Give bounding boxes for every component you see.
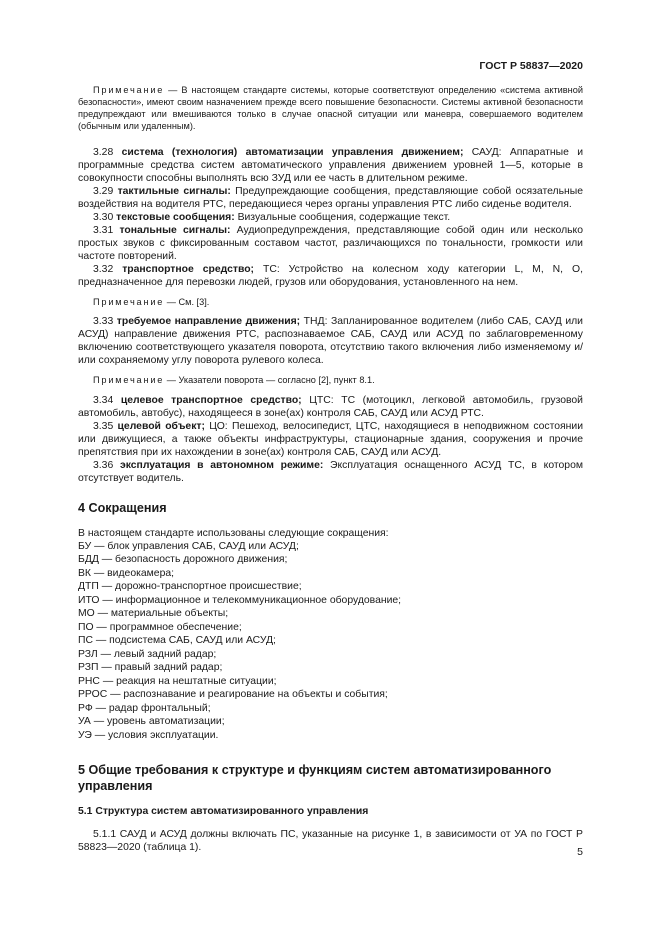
abbreviation-item: ПО — программное обеспечение; [78, 621, 242, 633]
definition-number: 3.30 [93, 212, 114, 224]
definition-3-32 [78, 263, 583, 289]
definition-term: требуемое направление движения; [116, 316, 301, 328]
definition-number: 3.29 [93, 186, 114, 198]
definition-3-34 [78, 394, 583, 420]
paragraph-5-1-1: 5.1.1 САУД и АСУД должны включать ПС, указанные на рисунке 1, в зависимости от УА по ГОСТ Р 58823—2020 (таблица 1). [78, 829, 583, 854]
definition-term: тональные сигналы: [119, 225, 231, 237]
definition-body: ЦТС: ТС (мотоцикл, легковой автомобиль, грузовой автомобиль, автобус), находящееся в зоне(ах) контроля САБ, САУД или АСУД РТС. [78, 394, 583, 419]
abbreviation-item: ПС — подсистема САБ, САУД или АСУД; [78, 635, 276, 647]
definition-body: Аудиопредупреждения, представляющие собой один или несколько простых звуков с фиксированным составом частот, различающихся по тональности, громкости или частоте повторений. [78, 225, 584, 263]
section-5-title: 5 Общие требования к структуре и функциям систем автоматизированного управления [78, 763, 552, 794]
note-label: Примечание [93, 375, 165, 386]
definition-number: 3.36 [93, 459, 114, 471]
abbreviation-item: УЭ — условия эксплуатации. [78, 729, 219, 741]
definition-term: целевое транспортное средство; [120, 394, 302, 406]
note-text: — В настоящем стандарте системы, которые соответствуют определению «система активной безопасности», имеют своим назначением прежде всего повышение безопасности. Системы активной безопасности предупреждают или вмешиваются только в случае опасной ситуации или маневра, совершаемого водителем (обычным или удаленным). [78, 85, 583, 132]
abbreviation-item: ДТП — дорожно-транспортное происшествие; [78, 581, 302, 593]
definition-body: ТС: Устройство на колесном ходу категории L, M, N, O, предназначенное для перевозки людей, грузов или оборудования, установленного на нем. [78, 264, 583, 289]
section-4-intro: В настоящем стандарте использованы следующие сокращения: [78, 527, 389, 539]
note-label: Примечание [93, 297, 165, 308]
definition-number: 3.28 [93, 147, 114, 159]
definition-body: Эксплуатация оснащенного АСУД ТС, в котором отсутствует водитель. [78, 459, 583, 484]
note-1 [78, 84, 583, 132]
section-4-title: 4 Сокращения [78, 500, 167, 515]
definition-3-29 [78, 185, 583, 211]
definition-number: 3.32 [93, 264, 114, 276]
definition-term: тактильные сигналы: [117, 186, 231, 198]
abbreviation-item: МО — материальные объекты; [78, 608, 229, 620]
definition-body: Предупреждающие сообщения, представляющие собой осязательные воздействия на водителя РТС, передающиеся через органы управления РТС либо сиденье водителя. [78, 186, 583, 211]
subsection-5-1-title: 5.1 Структура систем автоматизированного управления [78, 806, 369, 818]
definition-term: текстовые сообщения: [116, 212, 235, 224]
standard-header: ГОСТ Р 58837—2020 [479, 60, 583, 72]
abbreviation-item: УА — уровень автоматизации; [78, 716, 225, 728]
definition-body: ЦО: Пешеход, велосипедист, ЦТС, находящиеся в неподвижном состоянии или движущиеся, а также объекты инфраструктуры, стационарные здания, сооружения и прочие препятствия при их нахождении в зоне(ах) контроля САБ, САУД или АСУД. [78, 420, 584, 458]
definitions-block-3 [78, 394, 583, 485]
page-number: 5 [577, 846, 583, 858]
definition-number: 3.33 [93, 316, 114, 328]
definition-term: система (технология) автоматизации управления движением; [121, 147, 464, 159]
abbreviation-item: РФ — радар фронтальный; [78, 702, 211, 714]
definition-body: Визуальные сообщения, содержащие текст. [234, 212, 451, 224]
definition-number: 3.35 [93, 420, 114, 432]
definition-term: целевой объект; [117, 420, 205, 432]
abbreviation-item: ВК — видеокамера; [78, 567, 175, 579]
definition-body: ТНД: Запланированное водителем (либо САБ, САУД или АСУД) направление движения РТС, распознаваемое САБ, САУД или АСУД по заблаговременному включению соответствующего указателя поворота, отсутствию такого включения либо изменяемому и/или сохраняемому углу поворота рулевого колеса. [78, 316, 583, 367]
abbreviation-item: РЗП — правый задний радар; [78, 662, 223, 674]
definitions-block-2 [78, 315, 583, 367]
abbreviation-item: БДД — безопасность дорожного движения; [78, 554, 288, 566]
abbreviation-item: РНС — реакция на нештатные ситуации; [78, 675, 277, 687]
definition-number: 3.34 [93, 394, 114, 406]
abbreviation-item: РЗЛ — левый задний радар; [78, 648, 217, 660]
definition-3-30 [78, 211, 583, 224]
abbreviation-item: РРОС — распознавание и реагирование на объекты и события; [78, 689, 388, 701]
definition-3-31 [78, 224, 583, 263]
note-3 [78, 374, 583, 386]
note-text: — Указатели поворота — согласно [2], пункт 8.1. [166, 375, 375, 386]
definition-3-33 [78, 315, 583, 367]
note-2 [78, 296, 583, 308]
definitions-block-1 [78, 146, 583, 289]
abbreviation-item: ИТО — информационное и телекоммуникационное оборудование; [78, 594, 402, 606]
definition-term: эксплуатация в автономном режиме: [119, 459, 324, 471]
definition-body: САУД: Аппаратные и программные средства систем автоматического управления движением уровней 1—5, которые в совокупности способны выполнять всю ЗУД или ее часть в длительном режиме. [78, 147, 583, 185]
definition-number: 3.31 [93, 225, 114, 237]
definition-3-36 [78, 459, 583, 485]
abbreviation-item: БУ — блок управления САБ, САУД или АСУД; [78, 540, 299, 552]
definition-3-35 [78, 420, 583, 459]
definition-3-28 [78, 146, 583, 185]
note-label: Примечание [93, 85, 165, 95]
definition-term: транспортное средство; [122, 264, 255, 276]
abbreviation-list [78, 540, 583, 743]
note-text: — См. [3]. [166, 297, 210, 308]
